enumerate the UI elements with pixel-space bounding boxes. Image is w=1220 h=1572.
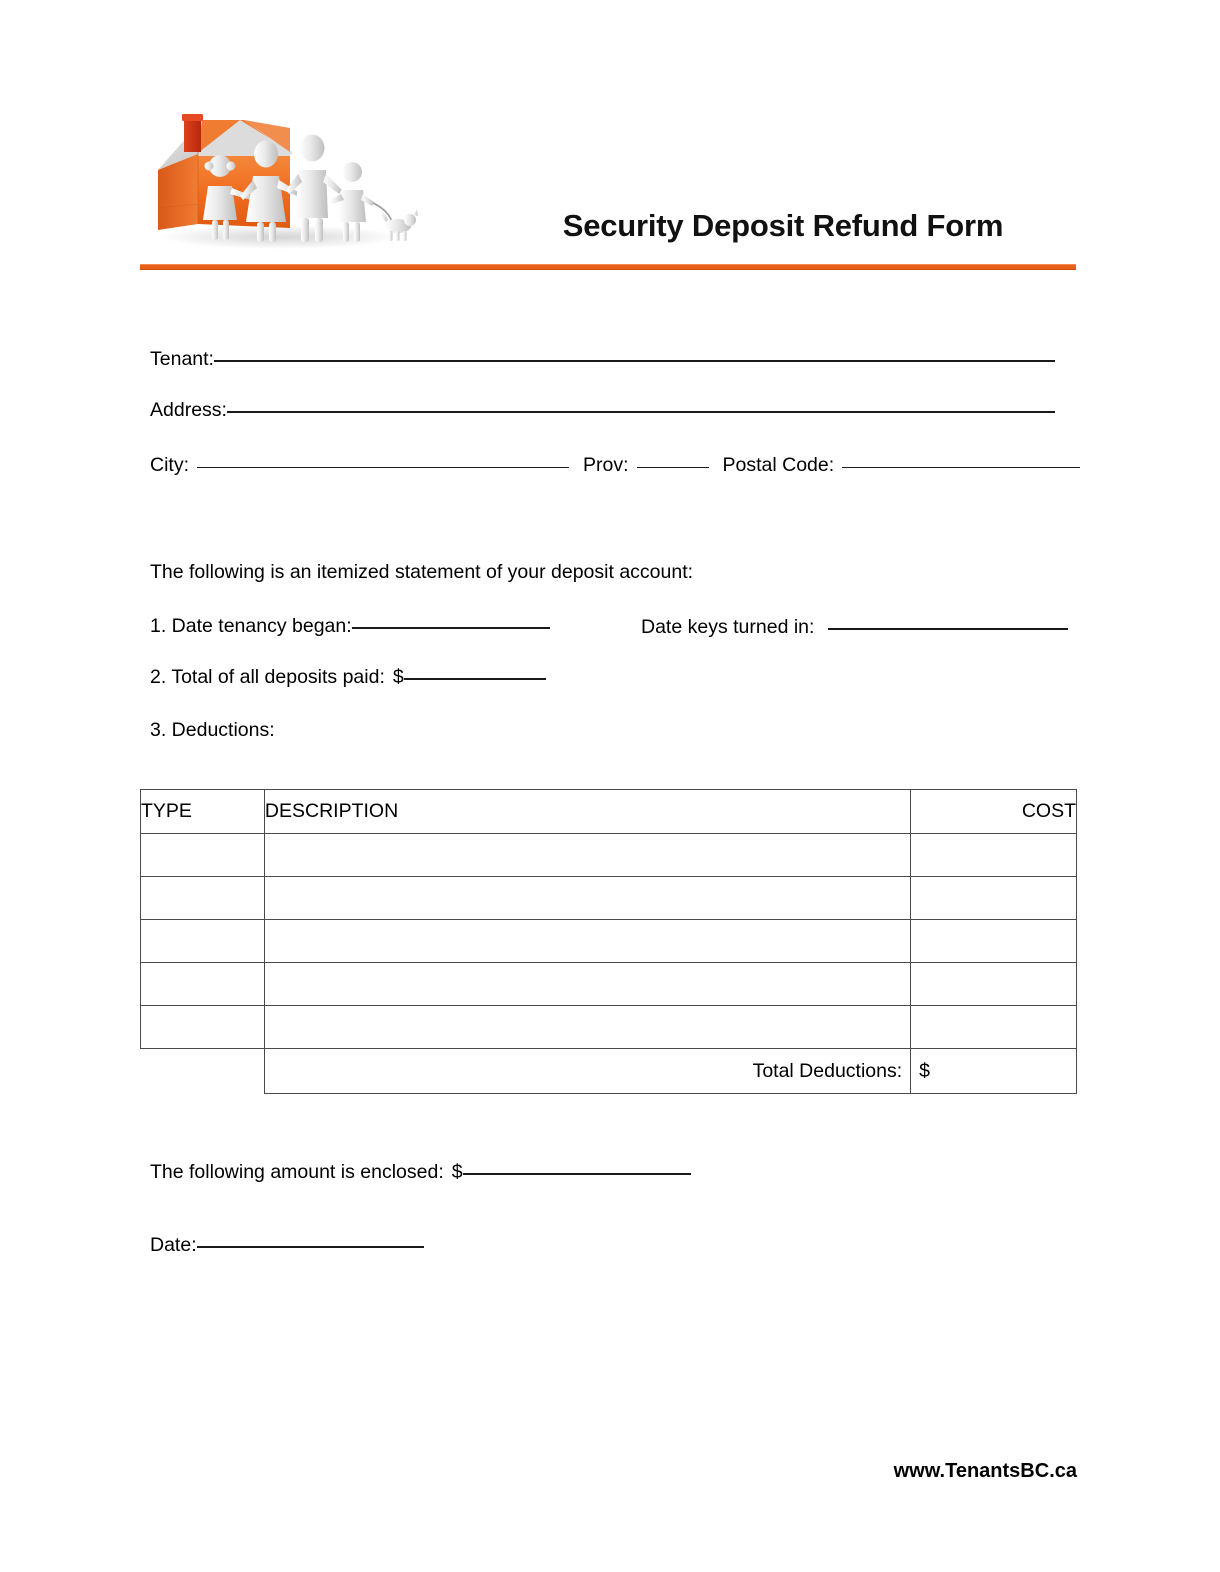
date-keys-turned-in-input-line[interactable] (828, 628, 1068, 630)
tenant-label: Tenant: (150, 348, 214, 370)
cell-cost[interactable] (911, 877, 1077, 920)
table-row (141, 963, 1077, 1006)
cell-description[interactable] (264, 1006, 910, 1049)
house-family-logo-icon (140, 104, 425, 254)
postal-code-input-line[interactable] (842, 467, 1080, 468)
column-header-description: DESCRIPTION (264, 790, 910, 834)
postal-code-label: Postal Code: (722, 454, 835, 476)
field-date (150, 1236, 424, 1256)
table-row (141, 920, 1077, 963)
field-total-deposits-paid (150, 668, 546, 688)
amount-enclosed-input-line[interactable] (463, 1173, 691, 1175)
table-row (141, 1006, 1077, 1049)
field-amount-enclosed (150, 1163, 691, 1183)
address-input-line[interactable] (227, 411, 1055, 413)
cell-type[interactable] (141, 834, 265, 877)
cell-description[interactable] (264, 920, 910, 963)
date-tenancy-began-input-line[interactable] (352, 627, 550, 629)
field-tenant (150, 350, 1055, 370)
statement-intro (150, 563, 693, 583)
total-deposits-paid-label: 2. Total of all deposits paid: (150, 666, 385, 688)
deductions-table (140, 789, 1077, 1094)
deductions-heading-text: 3. Deductions: (150, 719, 275, 741)
city-label: City: (150, 454, 189, 476)
city-input-line[interactable] (197, 467, 569, 468)
cell-type[interactable] (141, 877, 265, 920)
prov-input-line[interactable] (637, 467, 709, 468)
page-title: Security Deposit Refund Form (562, 208, 1004, 243)
cell-description[interactable] (264, 963, 910, 1006)
column-header-type: TYPE (141, 790, 265, 834)
total-deposits-input-line[interactable] (404, 678, 546, 680)
cell-cost[interactable] (911, 920, 1077, 963)
cell-description[interactable] (264, 834, 910, 877)
date-label: Date: (150, 1234, 197, 1256)
field-city-prov-postal (150, 456, 1080, 476)
total-deposits-currency: $ (392, 666, 404, 688)
table-row (141, 877, 1077, 920)
table-header-row (141, 790, 1077, 834)
cell-cost[interactable] (911, 1006, 1077, 1049)
cell-cost[interactable] (911, 834, 1077, 877)
cell-cost[interactable] (911, 963, 1077, 1006)
deductions-heading (150, 721, 275, 741)
field-date-keys-turned-in (641, 618, 1068, 638)
amount-enclosed-currency: $ (451, 1161, 463, 1183)
cell-type[interactable] (141, 963, 265, 1006)
total-row-spacer (141, 1049, 265, 1094)
cell-type[interactable] (141, 920, 265, 963)
cell-type[interactable] (141, 1006, 265, 1049)
form-header (140, 104, 1076, 274)
total-deductions-label: Total Deductions: (264, 1049, 910, 1094)
address-label: Address: (150, 399, 227, 421)
statement-intro-text: The following is an itemized statement of your deposit account: (150, 561, 694, 583)
tenant-input-line[interactable] (214, 360, 1055, 362)
date-keys-turned-in-label: Date keys turned in: (641, 616, 815, 638)
amount-enclosed-label: The following amount is enclosed: (150, 1161, 444, 1183)
table-row (141, 834, 1077, 877)
column-header-cost: COST (911, 790, 1077, 834)
date-input-line[interactable] (197, 1246, 424, 1248)
total-deductions-row (141, 1049, 1077, 1094)
total-deductions-value[interactable]: $ (911, 1049, 1077, 1094)
field-address (150, 401, 1055, 421)
field-date-tenancy-began (150, 617, 550, 637)
prov-label: Prov: (583, 454, 629, 476)
footer-website-url[interactable]: www.TenantsBC.ca (893, 1460, 1077, 1482)
header-divider-bar (140, 264, 1076, 270)
cell-description[interactable] (264, 877, 910, 920)
date-tenancy-began-label: 1. Date tenancy began: (150, 615, 352, 637)
